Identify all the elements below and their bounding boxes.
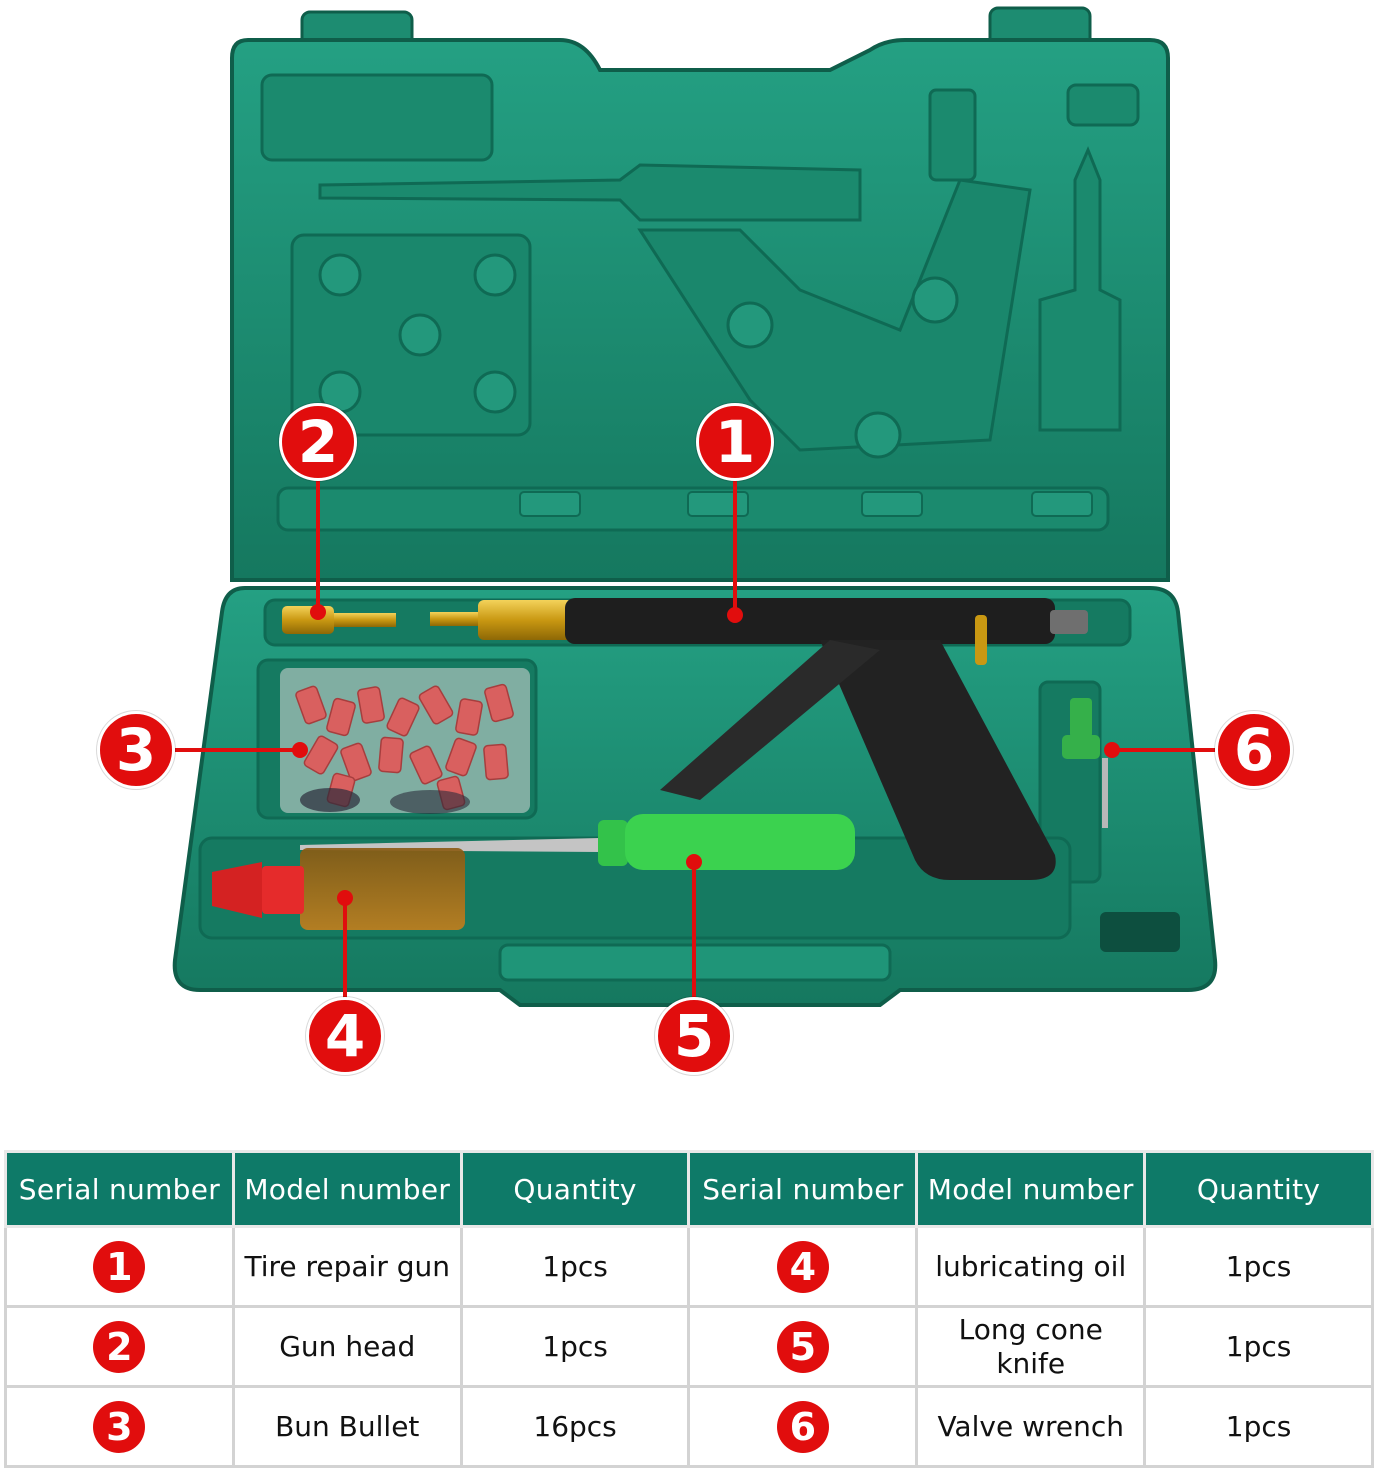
serial-cell [6,1227,234,1307]
serial-cell [6,1307,234,1387]
callout-badge-1: 1 [696,403,774,481]
serial-badge: 3 [93,1401,145,1453]
case-lid [232,8,1168,580]
serial-badge: 1 [93,1241,145,1293]
table-row [6,1227,1373,1307]
quantity-cell: 1pcs [1145,1227,1373,1307]
model-cell: Long cone knife [917,1307,1145,1387]
model-cell: Bun Bullet [233,1387,461,1467]
quantity-cell: 16pcs [461,1387,689,1467]
table-row [6,1387,1373,1467]
header-serial-number: Serial number [6,1152,234,1227]
header-model-number: Model number [233,1152,461,1227]
model-cell: Tire repair gun [233,1227,461,1307]
header-serial-number: Serial number [689,1152,917,1227]
quantity-cell: 1pcs [461,1307,689,1387]
model-cell: lubricating oil [917,1227,1145,1307]
callout-badge-6: 6 [1215,711,1293,789]
table-row [6,1307,1373,1387]
callout-badge-5: 5 [655,997,733,1075]
table-header-row [6,1152,1373,1227]
parts-table [4,1150,1374,1468]
serial-cell [689,1387,917,1467]
callout-badge-2: 2 [279,403,357,481]
callout-badge-3: 3 [97,711,175,789]
serial-cell [6,1387,234,1467]
serial-badge: 5 [777,1321,829,1373]
model-cell: Valve wrench [917,1387,1145,1467]
quantity-cell: 1pcs [1145,1387,1373,1467]
callout-badge-4: 4 [306,997,384,1075]
header-quantity: Quantity [1145,1152,1373,1227]
header-quantity: Quantity [461,1152,689,1227]
quantity-cell: 1pcs [461,1227,689,1307]
serial-badge: 4 [777,1241,829,1293]
bun-bullet-bag [280,668,530,814]
serial-cell [689,1227,917,1307]
serial-cell [689,1307,917,1387]
model-cell: Gun head [233,1307,461,1387]
quantity-cell: 1pcs [1145,1307,1373,1387]
serial-badge: 6 [777,1401,829,1453]
header-model-number: Model number [917,1152,1145,1227]
serial-badge: 2 [93,1321,145,1373]
